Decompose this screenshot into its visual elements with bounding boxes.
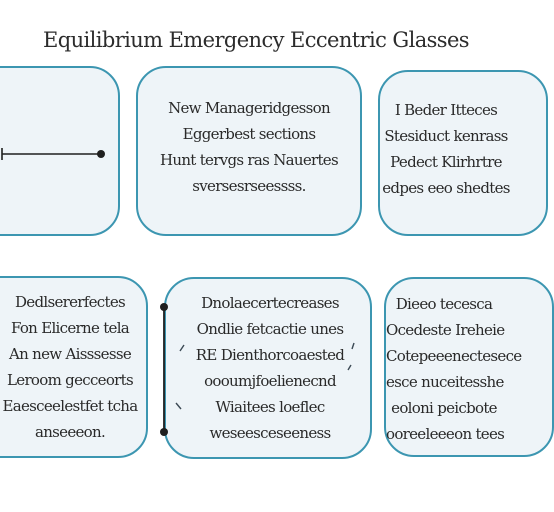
- card-5-line-5: Wiaitees loeflec: [215, 398, 325, 416]
- vertical-connector: [155, 295, 175, 445]
- card-4-text: [2, 290, 138, 446]
- card-3: [378, 70, 548, 236]
- card-5-line-1: Dnolaecertecreases: [201, 294, 339, 312]
- card-4: [0, 276, 148, 458]
- card-2-line-4: sversesrseessss.: [192, 177, 306, 195]
- card-4-line-6: anseeeon.: [34, 423, 106, 441]
- card-2-line-1: New Manageridgesson: [168, 99, 330, 117]
- card-5-line-3: RE Dienthorcoaested: [195, 346, 345, 364]
- card-6-line-6: ooreeleeeon tees: [386, 425, 505, 443]
- card-6-text: [386, 292, 522, 448]
- card-6-line-5: eoloni peicbote: [391, 399, 497, 417]
- card-6-line-2: Ocedeste Ireheie: [386, 321, 505, 339]
- card-4-line-1: Dedlsererfectes: [14, 293, 126, 311]
- card-4-line-4: Leroom gecceorts: [7, 371, 133, 389]
- card-6: [384, 277, 554, 457]
- card-5-line-6: weseesceseeness: [209, 424, 331, 442]
- card-3-line-4: edpes eeo shedtes: [382, 179, 510, 197]
- card-5-line-4: oooumjfoelienecnd: [204, 372, 336, 390]
- card-4-line-2: Fon Elicerne tela: [10, 319, 130, 337]
- diagram-title: Equilibrium Emergency Eccentric Glasses: [43, 28, 469, 52]
- card-3-line-3: Pedect Klirhrtre: [390, 153, 502, 171]
- card-6-line-1: Dieeo tecesca: [395, 295, 493, 313]
- card-2-line-2: Eggerbest sections: [182, 125, 316, 143]
- card-4-line-3: An new Aisssesse: [8, 345, 132, 363]
- card-2: [136, 66, 362, 236]
- card-4-line-5: Eaesceelestfet tcha: [2, 397, 138, 415]
- card-3-text: [380, 97, 512, 201]
- card-3-line-2: Stesiduct kenrass: [384, 127, 508, 145]
- tick-marks: [174, 335, 364, 415]
- card-6-line-3: Cotepeeenectesece: [386, 347, 522, 365]
- horizontal-connector: [0, 145, 120, 165]
- card-3-line-1: I Beder Itteces: [394, 101, 498, 119]
- card-6-line-4: esce nuceitesshe: [386, 373, 504, 391]
- card-2-text: [138, 95, 360, 199]
- card-2-line-3: Hunt tervgs ras Nauertes: [160, 151, 338, 169]
- card-5-line-2: Ondlie fetcactie unes: [196, 320, 344, 338]
